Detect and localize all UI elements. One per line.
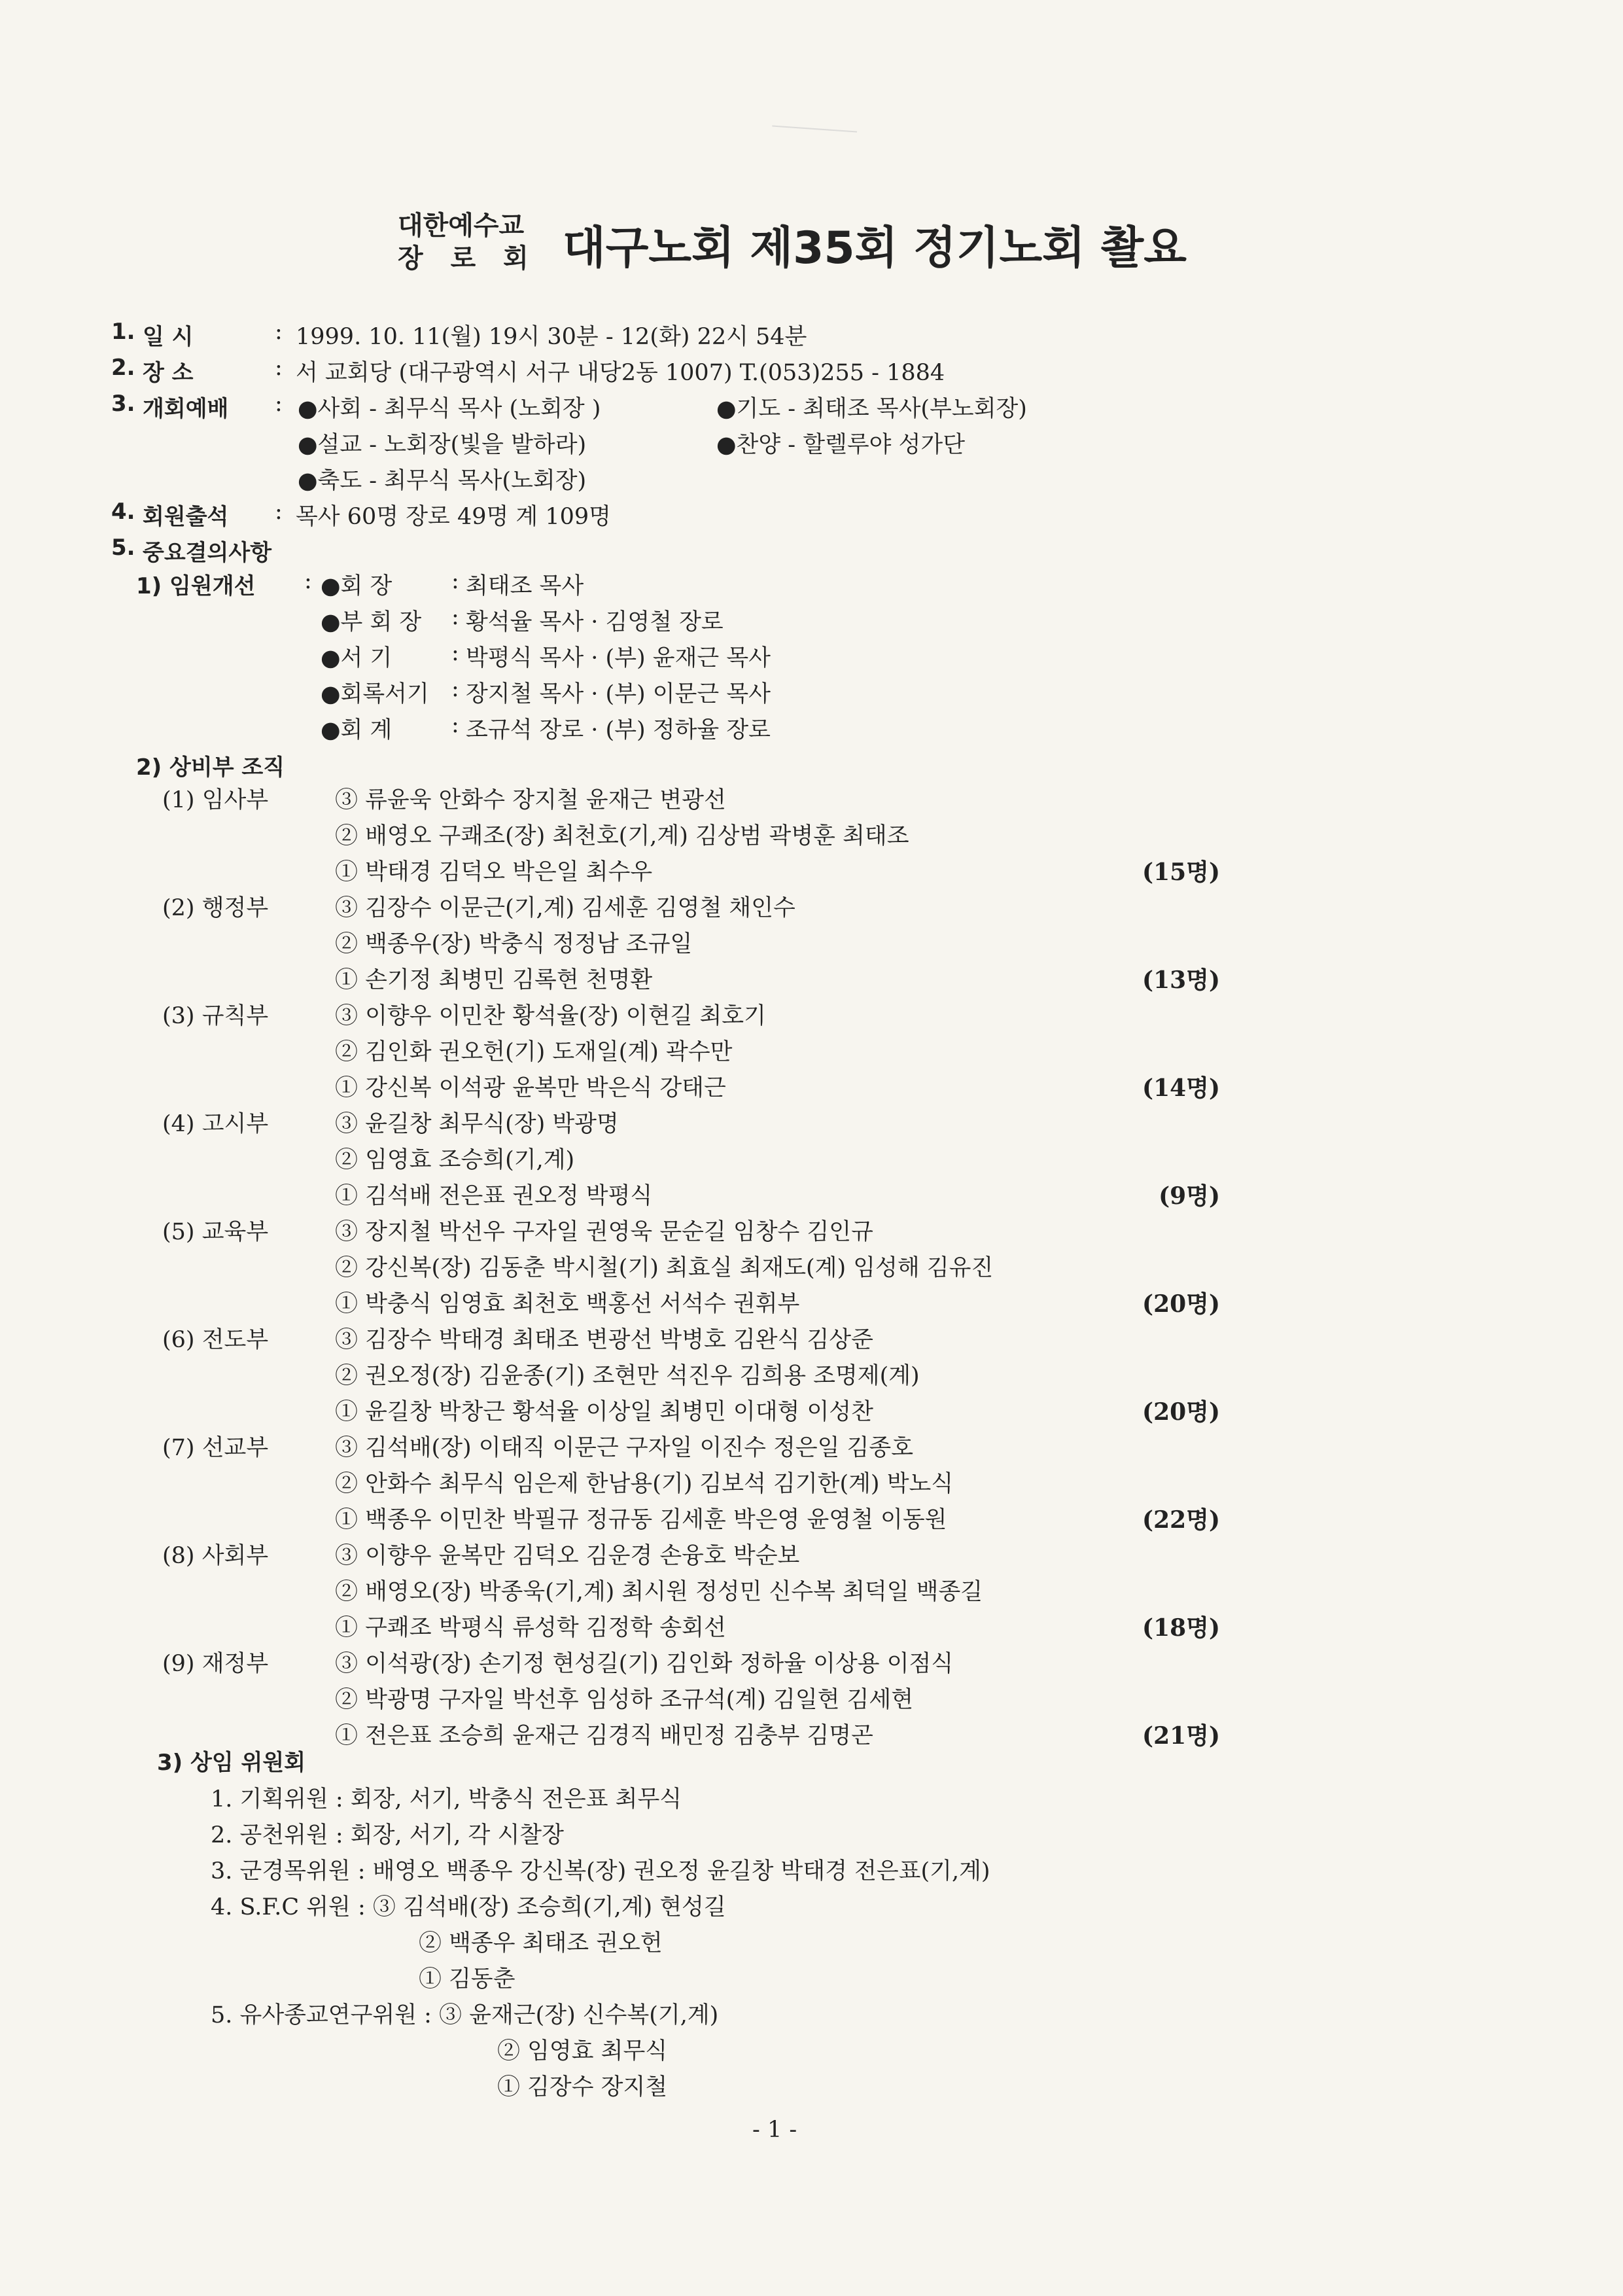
department-row: ② 김인화 권오헌(기) 도재일(계) 곽수만 bbox=[335, 1039, 733, 1065]
department-count: (15명) bbox=[1142, 858, 1220, 886]
org-name-line1: 대한예수교 bbox=[398, 211, 525, 241]
officers-colon: : bbox=[304, 568, 312, 594]
info-value: 1999. 10. 11(월) 19시 30분 - 12(화) 22시 54분 bbox=[296, 324, 807, 350]
department-row: ③ 윤길창 최무식(장) 박광명 bbox=[335, 1111, 619, 1137]
department-row: ② 권오정(장) 김윤종(기) 조현만 석진우 김희용 조명제(계) bbox=[335, 1363, 920, 1389]
info-colon: : bbox=[275, 319, 283, 345]
worship-line1-left: ●사회 - 최무식 목사 (노회장 ) bbox=[298, 396, 601, 422]
info-value: 목사 60명 장로 49명 계 109명 bbox=[296, 504, 611, 530]
page-number: - 1 - bbox=[752, 2117, 797, 2143]
worship-line3: ●축도 - 최무식 목사(노회장) bbox=[298, 468, 587, 494]
info-number: 2. bbox=[111, 355, 135, 381]
officer-name: 장지철 목사 · (부) 이문근 목사 bbox=[466, 681, 771, 707]
officer-colon: : bbox=[451, 604, 459, 630]
info-label: 일 시 bbox=[143, 324, 194, 350]
department-row: ③ 김장수 박태경 최태조 변광선 박병호 김완식 김상준 bbox=[335, 1327, 873, 1353]
org-name-line2: 장 로 회 bbox=[398, 243, 538, 274]
department-row: ③ 김석배(장) 이태직 이문근 구자일 이진수 정은일 김종호 bbox=[335, 1435, 914, 1461]
department-name: (5) 교육부 bbox=[162, 1219, 269, 1245]
department-row: ② 임영효 조승희(기,계) bbox=[335, 1147, 575, 1173]
department-count: (20명) bbox=[1142, 1290, 1220, 1318]
standing-line: 1. 기획위원 : 회장, 서기, 박충식 전은표 최무식 bbox=[211, 1786, 682, 1812]
officer-role: ●서 기 bbox=[321, 645, 393, 671]
info-value: 서 교회당 (대구광역시 서구 내당2동 1007) T.(053)255 - 1884 bbox=[296, 360, 945, 386]
department-row: ③ 이석광(장) 손기정 현성길(기) 김인화 정하율 이상용 이점식 bbox=[335, 1651, 954, 1677]
department-row: ③ 장지철 박선우 구자일 권영욱 문순길 임창수 김인규 bbox=[335, 1219, 873, 1245]
department-count: (14명) bbox=[1142, 1074, 1220, 1102]
department-count: (18명) bbox=[1142, 1614, 1220, 1642]
department-row: ② 백종우(장) 박충식 정정남 조규일 bbox=[335, 931, 693, 957]
officer-name: 조규석 장로 · (부) 정하율 장로 bbox=[466, 717, 771, 743]
info-number: 3. bbox=[111, 391, 135, 417]
officer-role: ●회 계 bbox=[321, 717, 393, 743]
departments-heading: 2) 상비부 조직 bbox=[136, 754, 285, 781]
department-row: ① 강신복 이석광 윤복만 박은식 강태근 bbox=[335, 1075, 726, 1101]
department-name: (4) 고시부 bbox=[162, 1111, 269, 1137]
officer-role: ●회록서기 bbox=[321, 681, 429, 707]
info-label: 회원출석 bbox=[143, 504, 229, 530]
standing-line: ① 김장수 장지철 bbox=[497, 2074, 668, 2100]
department-name: (8) 사회부 bbox=[162, 1543, 269, 1569]
department-count: (13명) bbox=[1142, 966, 1220, 994]
department-row: ① 구쾌조 박평식 류성학 김정학 송회선 bbox=[335, 1615, 726, 1641]
department-row: ③ 이향우 윤복만 김덕오 김운경 손융호 박순보 bbox=[335, 1543, 800, 1569]
officers-heading: 1) 임원개선 bbox=[136, 573, 256, 599]
department-row: ② 안화수 최무식 임은제 한남용(기) 김보석 김기한(계) 박노식 bbox=[335, 1471, 954, 1497]
worship-line2-right: ●찬양 - 할렐루야 성가단 bbox=[716, 432, 966, 458]
department-name: (1) 임사부 bbox=[162, 787, 269, 813]
scan-mark bbox=[772, 125, 857, 136]
department-name: (2) 행정부 bbox=[162, 895, 269, 921]
department-name: (7) 선교부 bbox=[162, 1435, 269, 1461]
standing-line: ① 김동춘 bbox=[419, 1966, 515, 1992]
department-row: ③ 이향우 이민찬 황석율(장) 이현길 최호기 bbox=[335, 1003, 766, 1029]
info-label: 개회예배 bbox=[143, 396, 229, 422]
officer-name: 박평식 목사 · (부) 윤재근 목사 bbox=[466, 645, 771, 671]
standing-line: ② 임영효 최무식 bbox=[497, 2038, 668, 2064]
officer-role: ●회 장 bbox=[321, 573, 393, 599]
info-number: 4. bbox=[111, 499, 135, 525]
department-count: (22명) bbox=[1142, 1506, 1220, 1534]
department-row: ① 손기정 최병민 김록현 천명환 bbox=[335, 967, 653, 993]
page-title: 대구노회 제35회 정기노회 촬요 bbox=[563, 222, 1187, 274]
department-row: ② 강신복(장) 김동춘 박시철(기) 최효실 최재도(계) 임성해 김유진 bbox=[335, 1255, 994, 1281]
worship-line2-left: ●설교 - 노회장(빛을 발하라) bbox=[298, 432, 587, 458]
department-count: (21명) bbox=[1142, 1722, 1220, 1750]
department-name: (9) 재정부 bbox=[162, 1651, 269, 1677]
info-number: 5. bbox=[111, 535, 135, 561]
department-row: ① 박태경 김덕오 박은일 최수우 bbox=[335, 859, 653, 885]
info-colon: : bbox=[275, 355, 283, 381]
info-label: 장 소 bbox=[143, 360, 194, 386]
officer-name: 황석율 목사 · 김영철 장로 bbox=[466, 609, 724, 635]
officer-name: 최태조 목사 bbox=[466, 573, 584, 599]
standing-line: 2. 공천위원 : 회장, 서기, 각 시찰장 bbox=[211, 1822, 564, 1848]
department-count: (20명) bbox=[1142, 1398, 1220, 1426]
department-row: ② 배영오(장) 박종욱(기,계) 최시원 정성민 신수복 최덕일 백종길 bbox=[335, 1579, 983, 1605]
department-row: ① 박충식 임영효 최천호 백홍선 서석수 권휘부 bbox=[335, 1291, 800, 1317]
department-row: ① 윤길창 박창근 황석율 이상일 최병민 이대형 이성찬 bbox=[335, 1399, 873, 1425]
department-row: ③ 류윤욱 안화수 장지철 윤재근 변광선 bbox=[335, 787, 726, 813]
department-row: ② 박광명 구자일 박선후 임성하 조규석(계) 김일현 김세현 bbox=[335, 1687, 914, 1713]
worship-line1-right: ●기도 - 최태조 목사(부노회장) bbox=[716, 396, 1027, 422]
officer-colon: : bbox=[451, 640, 459, 666]
department-name: (3) 규칙부 bbox=[162, 1003, 269, 1029]
department-name: (6) 전도부 bbox=[162, 1327, 269, 1353]
standing-line: ② 백종우 최태조 권오헌 bbox=[419, 1930, 663, 1956]
info-number: 1. bbox=[111, 319, 135, 345]
info-label: 중요결의사항 bbox=[143, 540, 272, 566]
info-colon: : bbox=[275, 499, 283, 525]
info-colon: : bbox=[275, 391, 283, 417]
department-row: ③ 김장수 이문근(기,계) 김세훈 김영철 채인수 bbox=[335, 895, 795, 921]
officer-colon: : bbox=[451, 712, 459, 738]
department-row: ① 전은표 조승희 윤재근 김경직 배민정 김충부 김명곤 bbox=[335, 1723, 873, 1749]
standing-line: 5. 유사종교연구위원 : ③ 윤재근(장) 신수복(기,계) bbox=[211, 2002, 719, 2028]
officer-role: ●부 회 장 bbox=[321, 609, 422, 635]
department-row: ① 백종우 이민찬 박필규 정규동 김세훈 박은영 윤영철 이동원 bbox=[335, 1507, 947, 1533]
department-row: ① 김석배 전은표 권오정 박평식 bbox=[335, 1183, 653, 1209]
standing-line: 4. S.F.C 위원 : ③ 김석배(장) 조승희(기,계) 현성길 bbox=[211, 1894, 726, 1920]
standing-heading: 3) 상임 위원회 bbox=[157, 1750, 306, 1776]
department-count: (9명) bbox=[1159, 1182, 1220, 1210]
department-row: ② 배영오 구쾌조(장) 최천호(기,계) 김상범 곽병훈 최태조 bbox=[335, 823, 909, 849]
officer-colon: : bbox=[451, 568, 459, 594]
standing-line: 3. 군경목위원 : 배영오 백종우 강신복(장) 권오정 윤길창 박태경 전은표(기,계) bbox=[211, 1858, 990, 1884]
officer-colon: : bbox=[451, 676, 459, 702]
